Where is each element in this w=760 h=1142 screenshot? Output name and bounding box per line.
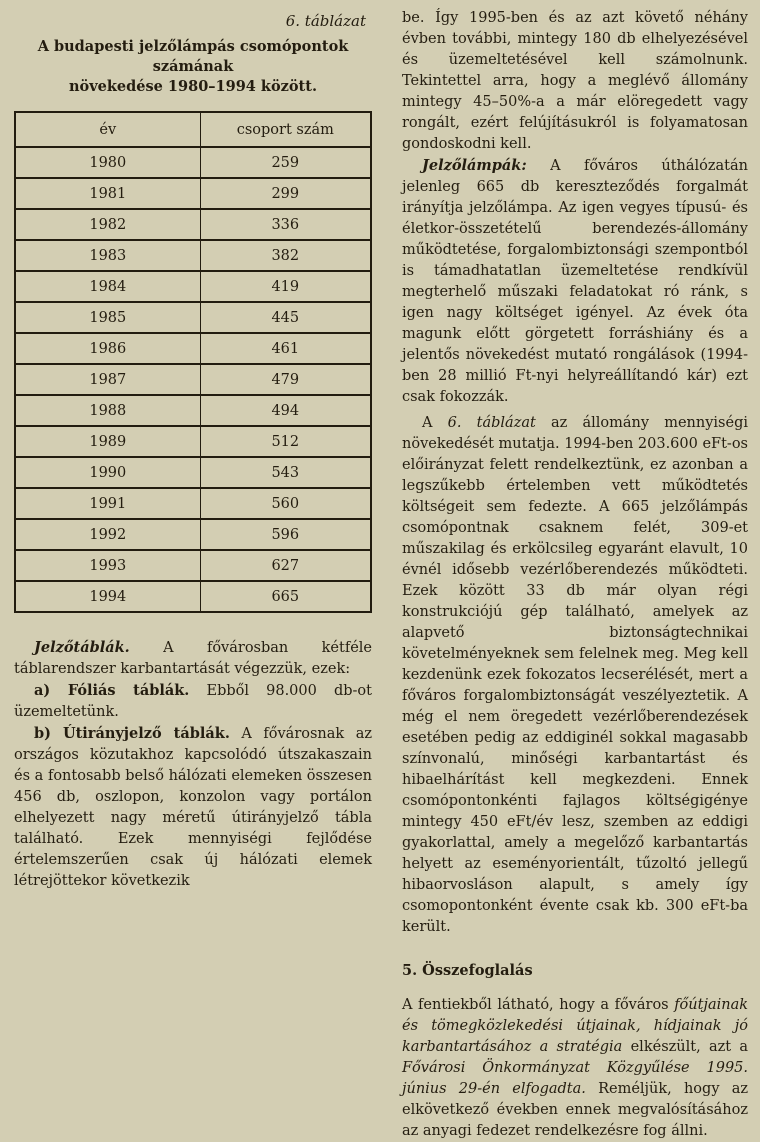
year-cell: 1993 <box>15 550 200 581</box>
paragraph-summary-seg5: Reméljük, hogy az elkövetkező években ennek megvalósításához az anyagi fedezet rendelkezésre fog állni. <box>402 1081 748 1139</box>
list-item-b-text: A fővárosnak az országos közutakhoz kapcsolódó útszakaszain és a fontosabb belső hálózati elemeken összesen 456 db, oszlopon, konzolon vagy portálon elhelyezett nagy méretű útirányjelző tábla található. Ezek mennyiségi fejlődése értelemszerűen csak új hálózati elemek létrejöttekor következik <box>14 726 372 889</box>
count-cell: 560 <box>200 488 371 519</box>
count-cell: 494 <box>200 395 371 426</box>
year-cell: 1994 <box>15 581 200 612</box>
table-row <box>15 209 371 240</box>
year-cell: 1983 <box>15 240 200 271</box>
year-cell: 1982 <box>15 209 200 240</box>
count-cell: 461 <box>200 333 371 364</box>
count-cell: 299 <box>200 178 371 209</box>
paragraph-signboards <box>14 637 372 680</box>
list-item-b <box>14 723 372 892</box>
paragraph-summary-seg3: elkészült, azt a <box>622 1039 748 1055</box>
list-item-a-lead: a) Fóliás táblák. <box>34 682 190 699</box>
table-row <box>15 271 371 302</box>
paragraph-continuation: be. Így 1995-ben és az azt követő néhány évben további, mintegy 180 db elhelyezésével és üzemeltetésével kell számolnunk. Tekintettel arra, hogy a meglévő állomány mintegy 45–50%-a a már elöregedett vagy rongált, ezért felújításukról is folyamatosan gondoskodni kell. <box>402 10 748 152</box>
junction-count-table <box>14 111 372 613</box>
paragraph-signboards-text: A fővárosban kétféle táblarendszer karbantartását végezzük, ezek: <box>14 640 372 677</box>
paragraph-summary <box>402 995 748 1142</box>
count-cell: 596 <box>200 519 371 550</box>
year-column-header: év <box>15 112 200 147</box>
table-title <box>20 37 366 97</box>
group-count-column-header: csoport szám <box>200 112 371 147</box>
paragraph-table-reference-text: az állomány mennyiségi növekedését mutatja. 1994-ben 203.600 eFt-os előirányzat felett rendelkeztünk, ez azonban a legszűkebb értelemben vett működtetés költségeit sem fedezte. A 665 jelzőlámpás csomópontnak csaknem felét, 309-et műszakilag és erkölcsileg egyaránt elavult, 10 évnél idősebb vezérlőberendezés működteti. Ezek között 33 db már olyan régi konstrukciójú gép található, amelyek az alapvető biztonságtechnikai követelményeknek sem felelnek meg. Meg kell kezdenünk ezek fokozatos lecserélését, mert a főváros forgalombiztonságát veszélyeztetik. A még el nem öregedett vezérlőberendezések esetében pedig az eddiginél sokkal magasabb színvonalú, minőségi karbantartást és hibaelhárítást kell megkezdeni. Ennek csomópontonkénti fajlagos költségigénye mintegy 450 eFt/év lesz, szemben az eddigi gyakorlattal, amely a megelőző karbantartás helyett az eseményorientált, tűzoltó jellegű hibaorvosláson alapult, s amely így csomopontonként évente csak kb. 300 eFt-ba került. <box>402 415 748 935</box>
paragraph-table-reference <box>402 413 748 938</box>
count-cell: 419 <box>200 271 371 302</box>
table-row <box>15 519 371 550</box>
left-column <box>14 8 372 888</box>
year-cell: 1985 <box>15 302 200 333</box>
table-title-line2: növekedése 1980–1994 között. <box>68 78 317 95</box>
year-cell: 1991 <box>15 488 200 519</box>
table-title-line1: A budapesti jelzőlámpás csomópontok számának <box>37 38 349 75</box>
count-cell: 543 <box>200 457 371 488</box>
count-cell: 382 <box>200 240 371 271</box>
year-cell: 1989 <box>15 426 200 457</box>
table-row <box>15 240 371 271</box>
paragraph-traffic-lights-text: A főváros úthálózatán jelenleg 665 db kereszteződés forgalmát irányítja jelzőlámpa. Az igen vegyes típusú- és életkor-összetételű berendezés-állomány működtetése, forgalombiztonsági szempontból is támadhatatlan üzemeltetése rendkívül megterhelő műszaki feladatokat ró ránk, s igen nagy költséget igényel. Az évek óta magunk előtt görgetett forráshiány és a jelentős növekedést mutató rongálások (1994-ben 28 millió Ft-nyi helyreállítandó kár) ezt csak fokozzák. <box>402 158 748 405</box>
paragraph-traffic-lights-lead: Jelzőlámpák: <box>422 157 527 174</box>
year-cell: 1990 <box>15 457 200 488</box>
table-row <box>15 364 371 395</box>
table-header-row <box>15 112 371 147</box>
year-cell: 1980 <box>15 147 200 178</box>
year-cell: 1988 <box>15 395 200 426</box>
table-row <box>15 426 371 457</box>
year-cell: 1984 <box>15 271 200 302</box>
table-row <box>15 488 371 519</box>
count-cell: 479 <box>200 364 371 395</box>
year-cell: 1986 <box>15 333 200 364</box>
table-row <box>15 147 371 178</box>
paragraph-summary-seg1: A fentiekből látható, hogy a főváros <box>402 997 675 1013</box>
count-cell: 665 <box>200 581 371 612</box>
count-cell: 627 <box>200 550 371 581</box>
paragraph-traffic-lights <box>402 155 748 408</box>
count-cell: 336 <box>200 209 371 240</box>
paragraph-summary-italic1: főútjainak és tömegközlekedési útjainak, hídjainak jó karbantartásához a stratégia <box>402 997 748 1055</box>
paragraph-summary-italic2: Fővárosi Önkormányzat Közgyűlése 1995. június 29-én elfogadta. <box>402 1060 748 1097</box>
count-cell: 445 <box>200 302 371 333</box>
year-cell: 1987 <box>15 364 200 395</box>
table-row <box>15 333 371 364</box>
summary-section-heading: 5. Összefoglalás <box>402 962 533 979</box>
paragraph-signboards-lead: Jelzőtáblák. <box>34 639 130 656</box>
table-row <box>15 457 371 488</box>
count-cell: 259 <box>200 147 371 178</box>
right-column <box>402 8 748 1139</box>
list-item-b-lead: b) Útirányjelző táblák. <box>34 725 230 742</box>
list-item-a-text: Ebből 98.000 db-ot üzemeltetünk. <box>14 683 372 720</box>
list-item-a <box>14 680 372 723</box>
table-row <box>15 581 371 612</box>
table-row <box>15 395 371 426</box>
paragraph-table-reference-pre: A <box>422 415 448 431</box>
table-row <box>15 550 371 581</box>
table-reference-italic: 6. táblázat <box>447 415 536 431</box>
year-cell: 1992 <box>15 519 200 550</box>
count-cell: 512 <box>200 426 371 457</box>
table-caption-number: 6. táblázat <box>285 12 366 30</box>
year-cell: 1981 <box>15 178 200 209</box>
table-row <box>15 178 371 209</box>
table-row <box>15 302 371 333</box>
